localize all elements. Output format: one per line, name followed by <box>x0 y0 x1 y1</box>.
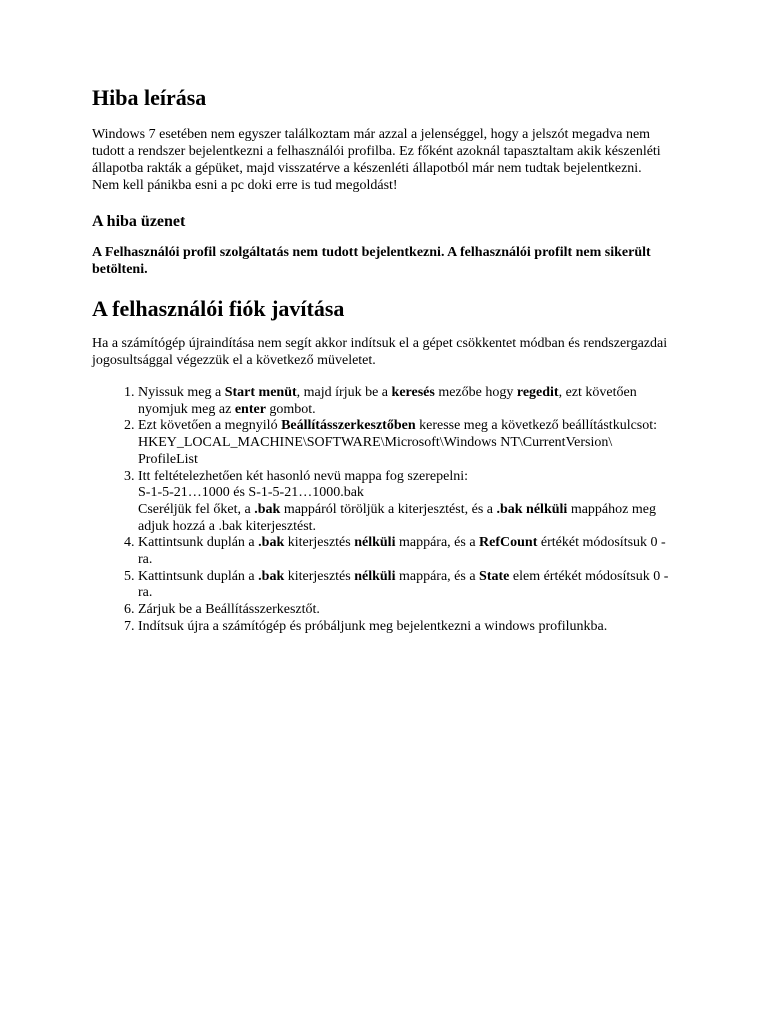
step3-text-d: mappáról töröljük a kiterjesztést, és a <box>280 501 497 517</box>
step1-text-f: gombot. <box>265 401 316 417</box>
step4-text-d: mappára, és a <box>395 535 480 551</box>
step4-bold-bak: .bak <box>258 535 285 551</box>
step-item-5 <box>138 569 672 602</box>
step-item-2 <box>138 418 672 468</box>
document-content <box>92 84 672 636</box>
step1-bold-regedit: regedit <box>516 385 559 400</box>
step3-text-a: Itt feltételezhetően két hasonló nevü mappa fog szerepelni: <box>138 468 469 484</box>
error-message-text: A Felhasználói profil szolgáltatás nem tudott bejelentkezni. A felhasználói profilt nem sikerült betölteni. <box>92 245 651 277</box>
step2-text-c: keresse meg a következő beállítástkulcsot: <box>415 418 658 434</box>
error-description-paragraph <box>92 126 672 194</box>
step6-text: Zárjuk be a Beállításszerkesztőt. <box>138 602 320 618</box>
step3-bold-without-bak: .bak nélküli <box>496 501 568 517</box>
step1-text-d: mezőbe hogy <box>434 385 517 400</box>
steps-list <box>92 385 672 636</box>
step7-text: Indítsuk újra a számítógép és próbáljunk meg bejelentkezni a windows profilunkba. <box>138 618 608 634</box>
step5-text-d: mappára, és a <box>395 568 480 584</box>
section-title-account-fix: A felhasználói fiók javítása <box>92 296 345 321</box>
step4-text-a: Kattintsunk duplán a <box>138 535 259 551</box>
step5-text-a: Kattintsunk duplán a <box>138 568 259 584</box>
fix-intro-paragraph: Ha a számítógép újraindítása nem segít akkor indítsuk el a gépet csökkentet módban és rendszergazdai jogosultsággal végezzük el a következő müveletet. <box>92 336 668 368</box>
step1-bold-enter: enter <box>234 401 266 417</box>
step1-text-e: , ezt követően nyomjuk meg az <box>138 385 637 417</box>
step3-text-e: mappához meg adjuk hozzá a .bak kiterjesztést. <box>138 501 656 534</box>
step4-bold-without: nélküli <box>354 535 396 551</box>
step2-registry-path: HKEY_LOCAL_MACHINE\SOFTWARE\Microsoft\Windows NT\CurrentVersion\ <box>138 435 613 451</box>
step3-folder-names: S-1-5-21…1000 és S-1-5-21…1000.bak <box>138 485 364 501</box>
step1-text-a: Nyissuk meg a <box>138 385 225 400</box>
step-item-7 <box>138 619 672 636</box>
step5-text-c: kiterjesztés <box>284 568 355 584</box>
step-item-6 <box>138 602 672 619</box>
step5-bold-without: nélküli <box>354 568 396 584</box>
step4-text-c: kiterjesztés <box>284 535 355 551</box>
step2-bold-regedit-window: Beállításszerkesztőben <box>281 418 416 434</box>
section-title-error-description: Hiba leírása <box>92 85 207 110</box>
step2-text-a: Ezt követően a megnyiló <box>138 418 282 434</box>
step3-bold-bak: .bak <box>254 501 281 517</box>
step1-bold-search: keresés <box>391 385 435 400</box>
step-item-1 <box>138 385 672 418</box>
step5-text-e: elem értékét módosítsuk 0 -ra. <box>138 568 669 601</box>
intro-text: Windows 7 esetében nem egyszer találkoztam már azzal a jelenséggel, hogy a jelszót megadva nem tudott a rendszer bejelentkezni a felhasználói profilba. Ez főként azoknál tapasztaltam akik készenléti állapotba rakták a gépüket, majd visszatérve a készenléti állapotból már nem tudtak bejelentkezni. <box>92 127 661 176</box>
step-item-4 <box>138 535 672 568</box>
step3-text-c: Cseréljük fel őket, a <box>138 501 255 517</box>
step5-bold-state: State <box>479 568 510 584</box>
step5-bold-bak: .bak <box>258 568 285 584</box>
step4-text-e: értékét módosítsuk 0 -ra. <box>138 535 666 568</box>
step1-bold-start-menu: Start menüt <box>224 385 297 400</box>
step4-bold-refcount: RefCount <box>479 535 538 551</box>
intro-text-2: Nem kell pánikba esni a pc doki erre is tud megoldást! <box>92 178 398 193</box>
step2-registry-path-end: ProfileList <box>138 451 198 467</box>
step1-text-c: , majd írjuk be a <box>296 385 392 400</box>
step-item-3 <box>138 469 672 536</box>
section-title-error-message: A hiba üzenet <box>92 213 186 230</box>
